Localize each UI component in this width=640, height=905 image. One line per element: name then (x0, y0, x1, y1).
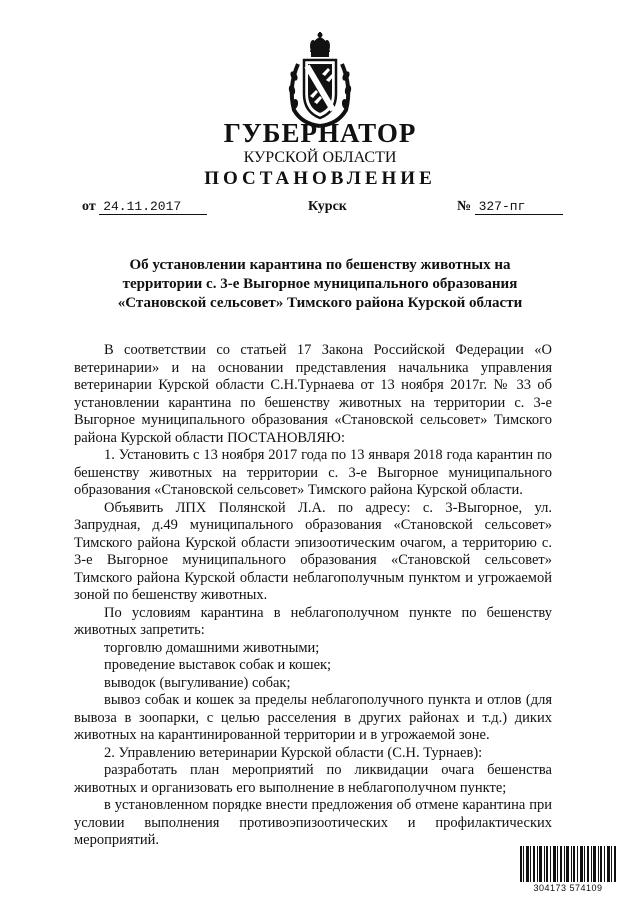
paragraph: В соответствии со статьей 17 Закона Российской Федерации «О ветеринарии» и на основании представления начальника управления ветеринарии Курской области С.Н.Турнаева от 13 ноября 2017г. № 33 об установлении карантина по бешенству животных на территории с. 3-е Выгорное муниципального образования «Становской сельсовет» Тимского района Курской области ПОСТАНОВЛЯЮ: (74, 342, 552, 446)
barcode (518, 846, 618, 900)
list-item: вывоз собак и кошек за пределы неблагополучного пункта и отлов (для вывоза в зоопарки, с целью расселения в других районах и т.д.) диких животных на карантинированной территории и в угрожаемой зоне. (74, 692, 552, 743)
document-city: Курск (308, 199, 347, 214)
date-label: от (82, 199, 96, 214)
document-date (82, 199, 207, 215)
header-doc-type: ПОСТАНОВЛЕНИЕ (204, 168, 436, 189)
barcode-icon (518, 846, 618, 882)
paragraph: 2. Управлению ветеринарии Курской области (С.Н. Турнаев): (104, 744, 483, 761)
barcode-number: 304173 574109 (533, 883, 603, 893)
document-body (74, 342, 552, 850)
header-region: КУРСКОЙ ОБЛАСТИ (243, 149, 397, 166)
list-item: проведение выставок собак и кошек; (104, 657, 332, 673)
header-title: ГУБЕРНАТОР (223, 118, 417, 148)
number-value: 327-пг (475, 199, 563, 215)
paragraph: 1. Установить с 13 ноября 2017 года по 13 января 2018 года карантин по бешенству животных на территории с. 3-е Выгорное муниципального образования «Становской сельсовет» Тимского района Курской области. (74, 447, 552, 498)
list-item: выводок (выгуливание) собак; (104, 674, 291, 691)
document-number (457, 199, 563, 215)
list-item: торговлю домашними животными; (104, 639, 320, 656)
list-item: в установленном порядке внести предложения об отмене карантина при условии выполнения противоэпизоотических и профилактических мероприятий. (74, 797, 552, 848)
number-label: № (457, 199, 472, 214)
date-value: 24.11.2017 (99, 199, 207, 215)
list-item: разработать план мероприятий по ликвидации очага бешенства животных и организовать его выполнение в неблагополучном пункте; (74, 762, 552, 796)
paragraph: Объявить ЛПХ Полянской Л.А. по адресу: с. 3-Выгорное, ул. Запрудная, д.49 муниципального образования «Становской сельсовет» Тимского района Курской области эпизоотическим очагом, а территорию с. 3-е Выгорное муниципального образования «Становской сельсовет» Тимского района Курской области неблагополучным пунктом и угрожаемой зоной по бешенству животных. (74, 499, 552, 603)
document-subject: Об установлении карантина по бешенству животных на территории с. 3-е Выгорное муниципального образования «Становской сельсовет» Тимского района Курской области (117, 257, 523, 311)
paragraph: По условиям карантина в неблагополучном пункте по бешенству животных запретить: (74, 604, 552, 638)
coat-of-arms-icon (280, 32, 360, 130)
